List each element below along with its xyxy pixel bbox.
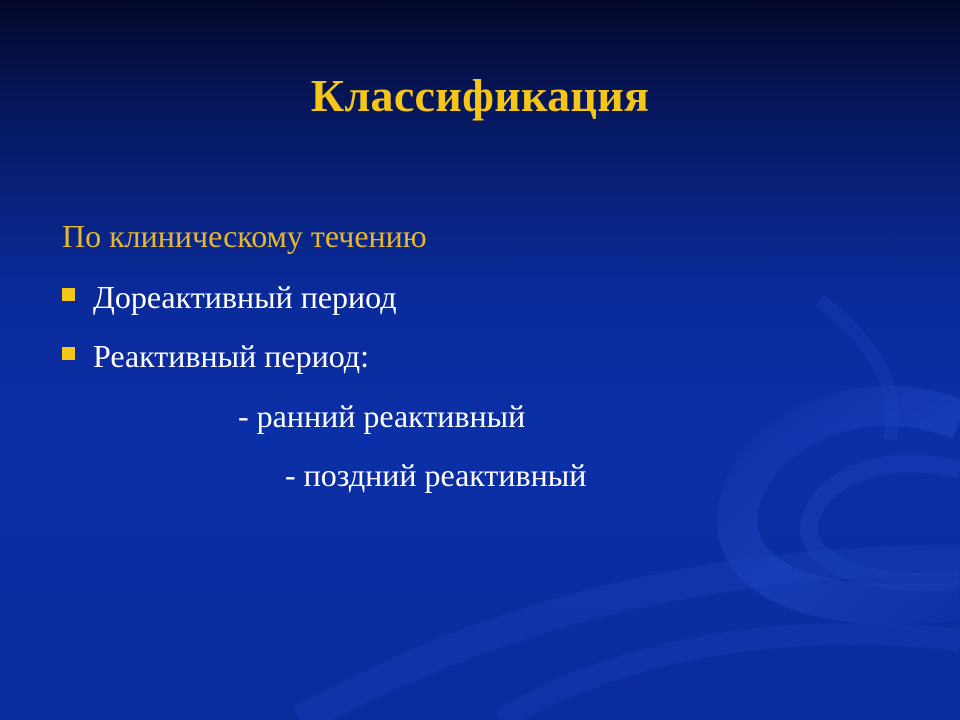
- bullet-text: Реактивный период:: [93, 338, 369, 374]
- slide-title: Классификация: [310, 70, 650, 121]
- sub-item-late-reactive: - поздний реактивный: [285, 457, 587, 493]
- bullet-text: Дореактивный период: [93, 279, 397, 315]
- bullet-item-prereactive: [62, 275, 397, 319]
- square-bullet-icon: [62, 347, 75, 360]
- bullet-item-reactive: [62, 334, 369, 378]
- classification-subheading: По клиническому течению: [62, 218, 427, 254]
- square-bullet-icon: [62, 288, 75, 301]
- sub-item-early-reactive: - ранний реактивный: [238, 398, 526, 434]
